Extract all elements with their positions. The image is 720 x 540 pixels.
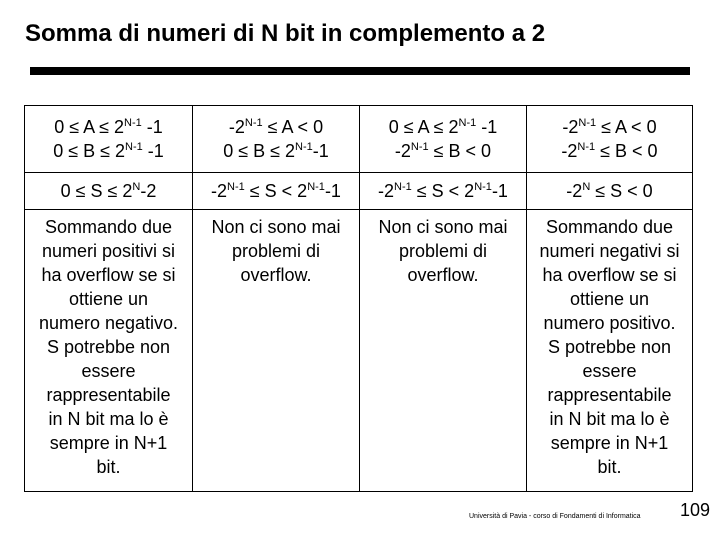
range-line-a: $-2^{N-1} \le A < 0$ <box>228 117 324 137</box>
range-line-a: $0 \le A \le 2^{N-1}$ -1 <box>388 117 498 137</box>
slide-title: Somma di numeri di N bit in complemento a 2 <box>25 20 546 47</box>
cell-note-positive-overflow: Sommando due numeri positivi si ha overflow se si ottiene un numero negativo. S potrebbe non essere rappresentabile in N bit ma lo è sempre in N+1 bit. <box>25 210 193 492</box>
range-line-b: $-2^{N-1} \le B < 0$ <box>394 141 492 161</box>
cell-ranges-both-positive <box>25 106 193 173</box>
range-line-b: $0 \le B \le 2^{N-1}-1$ <box>223 141 329 161</box>
range-line-b: $0 \le B \le 2^{N-1}$ -1 <box>53 141 164 161</box>
cell-sum-range-1: $0 \le S \le 2^N-2$ <box>25 173 193 210</box>
comparison-table <box>24 105 693 492</box>
range-line-a: $0 \le A \le 2^{N-1}$ -1 <box>54 117 163 137</box>
range-line-b: $-2^{N-1} \le B < 0$ <box>561 141 658 161</box>
cell-note-no-overflow-2: Non ci sono mai problemi di overflow. <box>360 210 527 492</box>
cell-ranges-a-negative <box>193 106 360 173</box>
cell-sum-range-4: $-2^N \le S < 0$ <box>527 173 693 210</box>
footer-course-label: Università di Pavia - corso di Fondamenti di Informatica <box>469 513 641 520</box>
cell-ranges-b-negative <box>360 106 527 173</box>
cell-note-negative-overflow: Sommando due numeri negativi si ha overflow se si ottiene un numero positivo. S potrebbe non essere rappresentabile in N bit ma lo è sempre in N+1 bit. <box>527 210 693 492</box>
cell-sum-range-2: $-2^{N-1} \le S < 2^{N-1}-1$ <box>193 173 360 210</box>
table-row-ranges <box>25 106 693 173</box>
cell-ranges-both-negative <box>527 106 693 173</box>
cell-sum-range-3: $-2^{N-1} \le S < 2^{N-1}-1$ <box>360 173 527 210</box>
title-underline <box>30 67 690 75</box>
cell-note-no-overflow-1: Non ci sono mai problemi di overflow. <box>193 210 360 492</box>
range-line-a: $-2^{N-1} \le A < 0$ <box>562 117 657 137</box>
table-row-notes <box>25 210 693 492</box>
table-row-sum-range <box>25 173 693 210</box>
page-number: 109 <box>680 500 711 520</box>
